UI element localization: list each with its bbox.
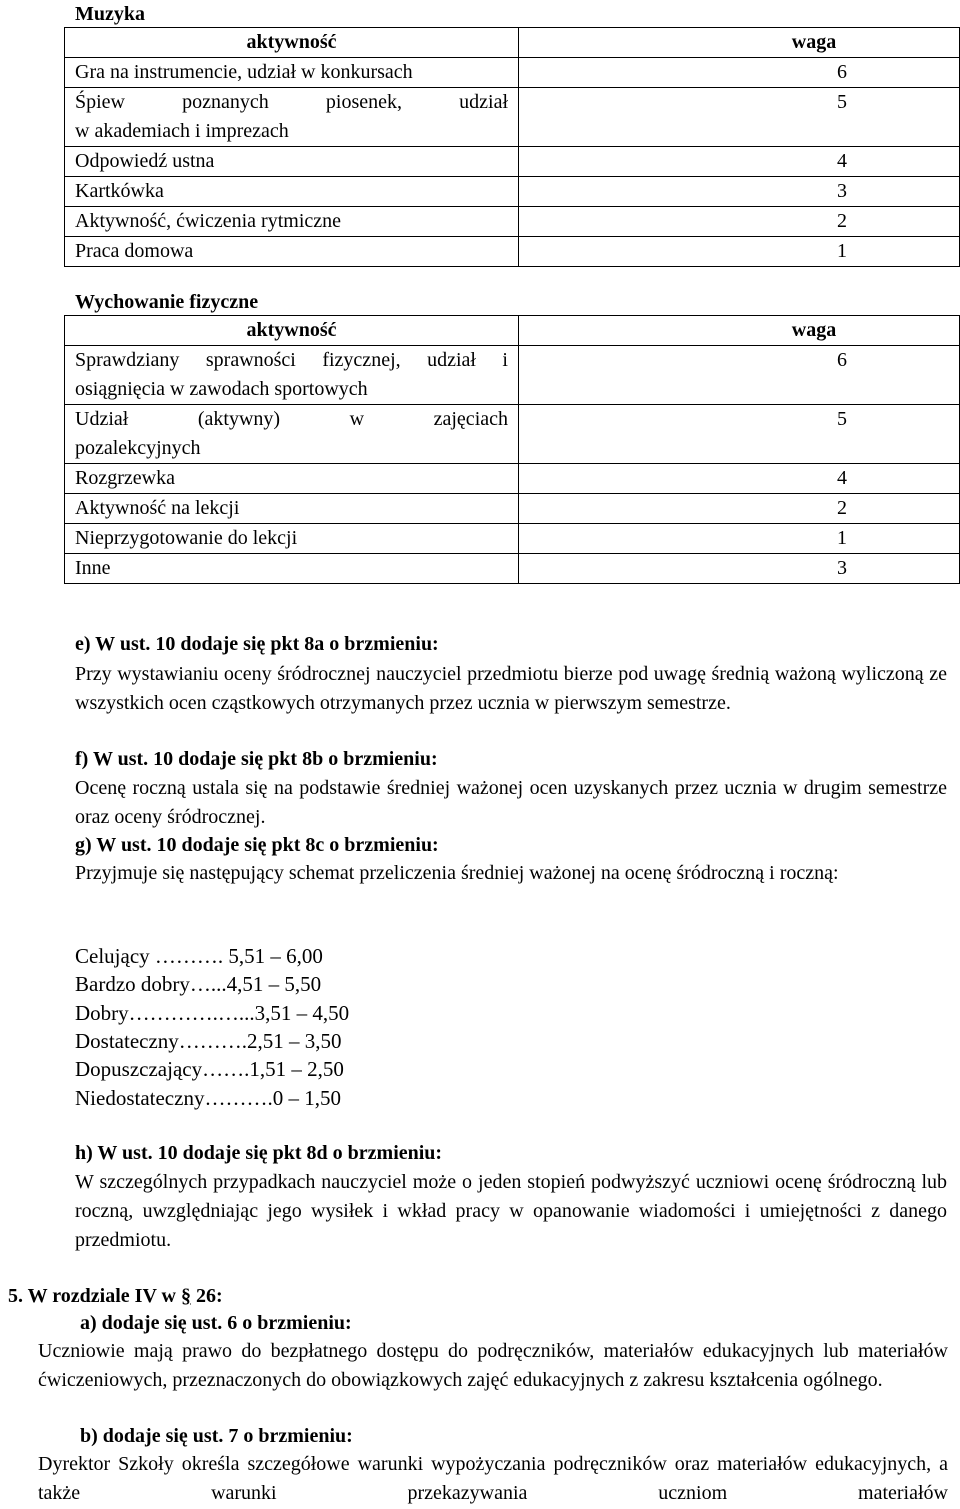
activity-cell: Aktywność na lekcji — [65, 494, 519, 524]
table-row — [65, 494, 960, 524]
weight-cell: 2 — [519, 207, 960, 237]
music-weights-table — [64, 27, 960, 267]
point-a-heading: a) dodaje się ust. 6 o brzmieniu: — [80, 1312, 352, 1334]
weight-cell: 5 — [519, 405, 960, 464]
pe-title: Wychowanie fizyczne — [75, 291, 259, 313]
point-e-heading: e) W ust. 10 dodaje się pkt 8a o brzmieniu: — [75, 633, 439, 655]
activity-cell: Odpowiedź ustna — [65, 147, 519, 177]
point-e-text: Przy wystawianiu oceny śródrocznej nauczyciel przedmiotu bierze pod uwagę średnią ważoną wyliczoną ze wszystkich ocen cząstkowych otrzymanych przez ucznia w pierwszym semestrze. — [75, 663, 947, 714]
table-row — [65, 147, 960, 177]
point-g-text: Przyjmuje się następujący schemat przeliczenia średniej ważonej na ocenę śródroczną i roczną: — [75, 862, 839, 884]
table-row — [65, 207, 960, 237]
table-header-row — [65, 28, 960, 58]
activity-line: w akademiach i imprezach — [75, 120, 289, 142]
table-row — [65, 237, 960, 267]
activity-cell: Aktywność, ćwiczenia rytmiczne — [65, 207, 519, 237]
weight-cell: 4 — [519, 147, 960, 177]
table-row — [65, 524, 960, 554]
weight-cell: 6 — [519, 58, 960, 88]
table-row — [65, 554, 960, 584]
activity-cell: Kartkówka — [65, 177, 519, 207]
table-row — [65, 346, 960, 405]
activity-cell — [65, 346, 519, 405]
point-b-heading: b) dodaje się ust. 7 o brzmieniu: — [80, 1425, 353, 1447]
table-row — [65, 464, 960, 494]
activity-line: Śpiew poznanych piosenek, udział — [75, 91, 508, 113]
activity-cell: Gra na instrumencie, udział w konkursach — [65, 58, 519, 88]
weight-cell: 1 — [519, 524, 960, 554]
table-row — [65, 405, 960, 464]
point-f-text: Ocenę roczną ustala się na podstawie średniej ważonej ocen uzyskanych przez ucznia w drugim semestrze oraz oceny śródrocznej. — [75, 777, 947, 828]
table-row — [65, 88, 960, 147]
point-h-text: W szczególnych przypadkach nauczyciel może o jeden stopień podwyższyć uczniowi ocenę śródroczną lub roczną, uwzględniając jego wysiłek i wkład pracy w opanowanie wiadomości i umiejętności z danego przedmiotu. — [75, 1171, 947, 1251]
table-row — [65, 177, 960, 207]
header-weight: waga — [519, 28, 960, 58]
point-g-heading: g) W ust. 10 dodaje się pkt 8c o brzmieniu: — [75, 834, 439, 856]
section-5-heading-prefix: 5. W rozdziale IV w — [8, 1285, 181, 1307]
grade-scale-line: Dostateczny……….2,51 – 3,50 — [75, 1029, 342, 1053]
activity-line: Udział (aktywny) w zajęciach — [75, 408, 508, 430]
grade-scale-line: Niedostateczny……….0 – 1,50 — [75, 1086, 341, 1110]
activity-line: osiągnięcia w zawodach sportowych — [75, 378, 368, 400]
activity-line: Sprawdziany sprawności fizycznej, udział i — [75, 349, 508, 371]
weight-cell: 4 — [519, 464, 960, 494]
activity-cell: Nieprzygotowanie do lekcji — [65, 524, 519, 554]
weight-cell: 6 — [519, 346, 960, 405]
grade-scale-line: Celujący ………. 5,51 – 6,00 — [75, 944, 323, 968]
paragraph-sign: § — [180, 1285, 191, 1307]
point-f-heading: f) W ust. 10 dodaje się pkt 8b o brzmieniu: — [75, 748, 438, 770]
weight-cell: 3 — [519, 554, 960, 584]
grade-scale-line: Dopuszczający…….1,51 – 2,50 — [75, 1057, 344, 1081]
section-5-heading-suffix: 26: — [190, 1285, 223, 1307]
grade-scale-line: Bardzo dobry…...4,51 – 5,50 — [75, 972, 322, 996]
weight-cell: 2 — [519, 494, 960, 524]
activity-cell: Inne — [65, 554, 519, 584]
header-activity: aktywność — [65, 28, 519, 58]
weight-cell: 1 — [519, 237, 960, 267]
table-row — [65, 58, 960, 88]
activity-cell: Rozgrzewka — [65, 464, 519, 494]
weight-cell: 3 — [519, 177, 960, 207]
point-h-heading: h) W ust. 10 dodaje się pkt 8d o brzmieniu: — [75, 1142, 443, 1164]
point-a-text: Uczniowie mają prawo do bezpłatnego dostępu do podręczników, materiałów edukacyjnych lub materiałów ćwiczeniowych, przeznaczonych do obowiązkowych zajęć edukacyjnych z zakresu kształcenia ogólnego. — [38, 1340, 948, 1391]
grade-scale-line: Dobry………….…...3,51 – 4,50 — [75, 1001, 350, 1025]
music-title: Muzyka — [75, 3, 145, 25]
header-activity: aktywność — [65, 316, 519, 346]
activity-cell: Praca domowa — [65, 237, 519, 267]
section-5-heading — [8, 1282, 223, 1311]
pe-weights-table — [64, 315, 960, 584]
table-header-row — [65, 316, 960, 346]
activity-cell — [65, 88, 519, 147]
header-weight: waga — [519, 316, 960, 346]
weight-cell: 5 — [519, 88, 960, 147]
point-b-text: Dyrektor Szkoły określa szczegółowe warunki wypożyczania podręczników oraz materiałów edukacyjnych, a także warunki przekazywania uczniom materiałów — [38, 1453, 948, 1504]
activity-cell — [65, 405, 519, 464]
activity-line: pozalekcyjnych — [75, 437, 201, 459]
